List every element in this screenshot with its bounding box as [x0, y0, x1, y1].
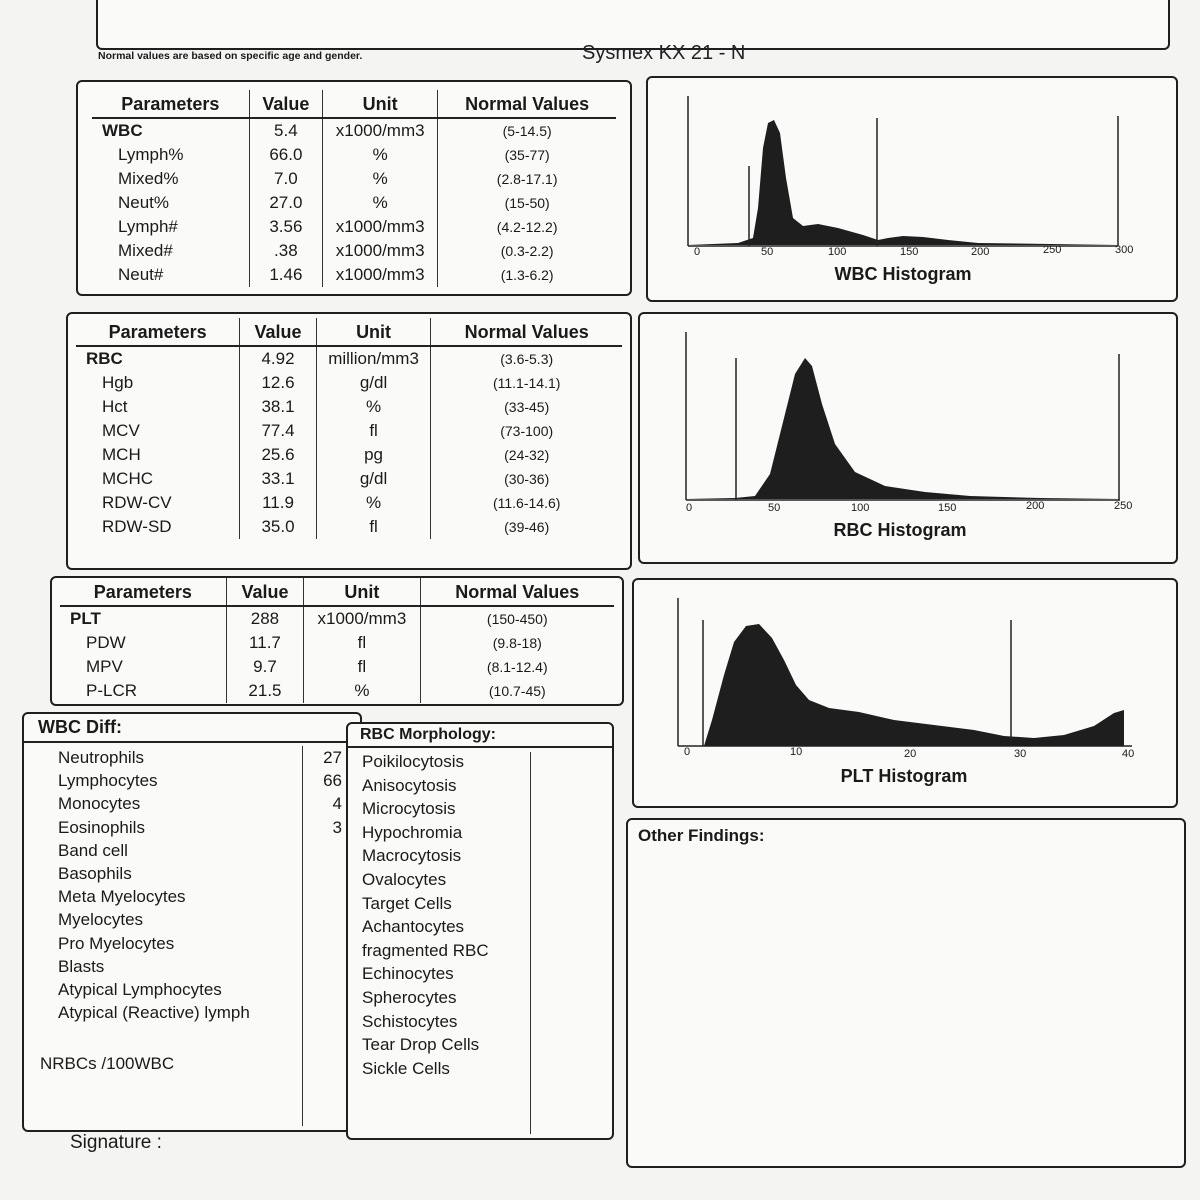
- rbc-distribution: [686, 358, 1120, 499]
- param-name: Hgb: [102, 373, 134, 392]
- plt-distribution: [704, 624, 1124, 746]
- plt-histogram-panel: [632, 578, 1178, 808]
- normal-values-note: Normal values are based on specific age and gender.: [98, 50, 363, 62]
- param-unit: x1000/mm3: [323, 263, 438, 287]
- param-value: 11.7: [226, 631, 304, 655]
- col-header-parameters: Parameters: [60, 578, 226, 606]
- diff-label: Myelocytes: [58, 910, 144, 930]
- param-normal-range: (30-36): [431, 467, 622, 491]
- col-header-normal: Normal Values: [420, 578, 614, 606]
- table-row: [76, 467, 622, 491]
- list-item: [44, 816, 360, 839]
- list-item: [44, 932, 360, 955]
- wbc-histogram-panel: [646, 76, 1178, 302]
- rbc-morphology-title: RBC Morphology:: [348, 724, 612, 748]
- diff-label: Neutrophils: [58, 748, 144, 767]
- param-value: 27.0: [249, 191, 322, 215]
- rbc-table: [76, 318, 622, 539]
- rbc-tick-100: 100: [851, 502, 870, 514]
- list-item: [44, 908, 360, 931]
- wbc-tick-200: 200: [971, 246, 990, 258]
- wbc-tick-250: 250: [1043, 244, 1062, 256]
- other-findings-title: Other Findings:: [638, 826, 765, 845]
- list-item: Microcytosis: [362, 799, 456, 819]
- col-header-parameters: Parameters: [92, 90, 249, 118]
- list-item: Poikilocytosis: [362, 752, 465, 771]
- table-row: [76, 419, 622, 443]
- signature-label: Signature :: [70, 1132, 162, 1153]
- param-value: 5.4: [249, 118, 322, 143]
- param-unit: %: [316, 395, 431, 419]
- table-row: [76, 515, 622, 539]
- param-normal-range: (4.2-12.2): [438, 215, 616, 239]
- list-item: fragmented RBC: [362, 940, 489, 960]
- wbc-diff-list: [24, 746, 360, 1024]
- table-row: [76, 346, 622, 371]
- list-item: Anisocytosis: [362, 775, 457, 795]
- col-header-normal: Normal Values: [438, 90, 616, 118]
- param-unit: pg: [316, 443, 431, 467]
- param-normal-range: (24-32): [431, 443, 622, 467]
- param-name: MPV: [86, 657, 123, 676]
- table-row: [76, 443, 622, 467]
- table-row: [92, 215, 616, 239]
- machine-name: Sysmex KX 21 - N: [582, 42, 746, 64]
- param-unit: fl: [304, 631, 420, 655]
- rbc-tick-0: 0: [686, 502, 693, 514]
- wbc-tick-150: 150: [900, 246, 919, 258]
- col-header-unit: Unit: [304, 578, 420, 606]
- param-value: 288: [226, 606, 304, 631]
- param-unit: %: [316, 491, 431, 515]
- table-row: [60, 631, 614, 655]
- plt-parameters-panel: [50, 576, 624, 706]
- param-unit: fl: [316, 515, 431, 539]
- diff-label: Atypical Lymphocytes: [58, 979, 222, 999]
- param-value: 7.0: [249, 167, 322, 191]
- wbc-tick-50: 50: [761, 246, 774, 258]
- param-value: 9.7: [226, 655, 304, 679]
- param-name: MCV: [102, 421, 140, 440]
- param-normal-range: (8.1-12.4): [420, 655, 614, 679]
- diff-label: Blasts: [58, 956, 105, 976]
- param-normal-range: (33-45): [431, 395, 622, 419]
- param-unit: million/mm3: [316, 346, 431, 371]
- plt-tick-40: 40: [1122, 748, 1135, 760]
- col-header-unit: Unit: [323, 90, 438, 118]
- param-name: Mixed%: [118, 169, 179, 188]
- table-row: [92, 167, 616, 191]
- param-normal-range: (39-46): [431, 515, 622, 539]
- rbc-tick-200: 200: [1026, 500, 1045, 512]
- param-name: MCHC: [102, 469, 153, 488]
- param-value: 25.6: [240, 443, 316, 467]
- param-value: 21.5: [226, 679, 304, 703]
- list-item: [44, 955, 360, 978]
- rbc-histogram-panel: [638, 312, 1178, 564]
- param-name: Mixed#: [118, 241, 173, 260]
- table-row: [92, 239, 616, 263]
- param-normal-range: (11.6-14.6): [431, 491, 622, 515]
- col-header-unit: Unit: [316, 318, 431, 346]
- diff-count: 66: [323, 771, 342, 791]
- table-row: [76, 395, 622, 419]
- param-value: 3.56: [249, 215, 322, 239]
- list-item: Target Cells: [362, 893, 452, 913]
- param-value: 4.92: [240, 346, 316, 371]
- wbc-distribution: [688, 120, 1118, 245]
- list-item: [44, 792, 360, 815]
- diff-count: 27: [323, 748, 342, 767]
- param-unit: %: [323, 191, 438, 215]
- param-normal-range: (73-100): [431, 419, 622, 443]
- param-name: Neut%: [118, 193, 170, 212]
- col-header-value: Value: [249, 90, 322, 118]
- rbc-morphology-list: [348, 750, 612, 1080]
- table-row: [76, 371, 622, 395]
- plt-tick-30: 30: [1014, 748, 1027, 760]
- wbc-parameters-panel: [76, 80, 632, 296]
- param-name: Lymph#: [118, 217, 178, 236]
- plt-histogram-title: PLT Histogram: [840, 766, 968, 786]
- param-name: PLT: [70, 609, 101, 628]
- param-name: P-LCR: [86, 681, 138, 700]
- param-name: MCH: [102, 445, 141, 464]
- plt-tick-20: 20: [904, 748, 917, 760]
- rbc-tick-150: 150: [938, 502, 957, 514]
- param-unit: x1000/mm3: [304, 606, 420, 631]
- param-name: RBC: [86, 349, 123, 368]
- table-row: [92, 118, 616, 143]
- param-unit: %: [323, 167, 438, 191]
- param-normal-range: (1.3-6.2): [438, 263, 616, 287]
- rbc-tick-250: 250: [1114, 500, 1133, 512]
- nrbc-label: NRBCs /100WBC: [40, 1054, 175, 1073]
- param-value: 12.6: [240, 371, 316, 395]
- param-name: Neut#: [118, 265, 164, 284]
- param-unit: fl: [304, 655, 420, 679]
- rbc-histogram-title: RBC Histogram: [833, 520, 967, 540]
- wbc-diff-title: WBC Diff:: [24, 714, 352, 743]
- param-value: 38.1: [240, 395, 316, 419]
- param-normal-range: (2.8-17.1): [438, 167, 616, 191]
- list-item: Tear Drop Cells: [362, 1035, 480, 1055]
- param-unit: %: [304, 679, 420, 703]
- param-name: PDW: [86, 633, 126, 652]
- diff-label: Pro Myelocytes: [58, 933, 175, 953]
- param-value: 11.9: [240, 491, 316, 515]
- param-value: 77.4: [240, 419, 316, 443]
- rbc-morphology-panel: [346, 722, 614, 1140]
- wbc-diff-panel: [22, 712, 362, 1132]
- list-item: Ovalocytes: [362, 869, 447, 889]
- param-name: RDW-CV: [102, 493, 172, 512]
- col-header-normal: Normal Values: [431, 318, 622, 346]
- param-value: 33.1: [240, 467, 316, 491]
- param-normal-range: (11.1-14.1): [431, 371, 622, 395]
- param-unit: x1000/mm3: [323, 215, 438, 239]
- list-item: Hypochromia: [362, 822, 463, 842]
- param-normal-range: (35-77): [438, 143, 616, 167]
- param-value: 1.46: [249, 263, 322, 287]
- list-item: Sickle Cells: [362, 1058, 450, 1078]
- param-unit: fl: [316, 419, 431, 443]
- param-unit: x1000/mm3: [323, 118, 438, 143]
- diff-label: Band cell: [58, 840, 128, 860]
- col-header-value: Value: [240, 318, 316, 346]
- param-name: WBC: [102, 121, 143, 140]
- diff-label: Monocytes: [58, 794, 141, 814]
- list-item: [44, 839, 360, 862]
- param-value: 35.0: [240, 515, 316, 539]
- wbc-tick-300: 300: [1115, 244, 1134, 256]
- list-item: Echinocytes: [362, 964, 454, 984]
- diff-label: Eosinophils: [58, 817, 145, 837]
- table-row: [60, 606, 614, 631]
- list-item: [44, 885, 360, 908]
- diff-label: Meta Myelocytes: [58, 887, 186, 907]
- diff-label: Basophils: [58, 863, 132, 883]
- list-item: Achantocytes: [362, 917, 465, 937]
- list-item: Spherocytes: [362, 987, 457, 1007]
- wbc-table: [92, 90, 616, 287]
- table-row: [60, 655, 614, 679]
- list-item: [44, 1001, 360, 1024]
- param-name: Hct: [102, 397, 128, 416]
- wbc-tick-100: 100: [828, 246, 847, 258]
- rbc-tick-50: 50: [768, 502, 781, 514]
- table-row: [76, 491, 622, 515]
- plt-tick-0: 0: [684, 746, 691, 758]
- param-normal-range: (15-50): [438, 191, 616, 215]
- table-row: [92, 191, 616, 215]
- plt-tick-10: 10: [790, 746, 803, 758]
- list-item: [44, 769, 360, 792]
- param-normal-range: (0.3-2.2): [438, 239, 616, 263]
- diff-label: Atypical (Reactive) lymph: [58, 1003, 250, 1023]
- list-item: Macrocytosis: [362, 846, 462, 866]
- list-item: [44, 862, 360, 885]
- table-row: [60, 679, 614, 703]
- param-value: 66.0: [249, 143, 322, 167]
- list-item: [44, 978, 360, 1001]
- diff-count: 4: [332, 794, 342, 814]
- param-normal-range: (5-14.5): [438, 118, 616, 143]
- param-unit: x1000/mm3: [323, 239, 438, 263]
- rbc-parameters-panel: [66, 312, 632, 570]
- param-value: .38: [249, 239, 322, 263]
- plt-table: [60, 578, 614, 703]
- table-row: [92, 263, 616, 287]
- param-unit: %: [323, 143, 438, 167]
- col-header-parameters: Parameters: [76, 318, 240, 346]
- diff-label: Lymphocytes: [58, 771, 158, 791]
- table-row: [92, 143, 616, 167]
- param-unit: g/dl: [316, 371, 431, 395]
- wbc-histogram-title: WBC Histogram: [834, 264, 972, 284]
- col-header-value: Value: [226, 578, 304, 606]
- param-unit: g/dl: [316, 467, 431, 491]
- param-name: RDW-SD: [102, 517, 172, 536]
- wbc-tick-0: 0: [694, 246, 701, 258]
- other-findings-panel: [626, 818, 1186, 1168]
- param-normal-range: (9.8-18): [420, 631, 614, 655]
- param-normal-range: (150-450): [420, 606, 614, 631]
- diff-count: 3: [332, 817, 342, 837]
- list-item: [44, 746, 360, 769]
- list-item: Schistocytes: [362, 1011, 458, 1031]
- param-normal-range: (3.6-5.3): [431, 346, 622, 371]
- param-normal-range: (10.7-45): [420, 679, 614, 703]
- param-name: Lymph%: [118, 145, 184, 164]
